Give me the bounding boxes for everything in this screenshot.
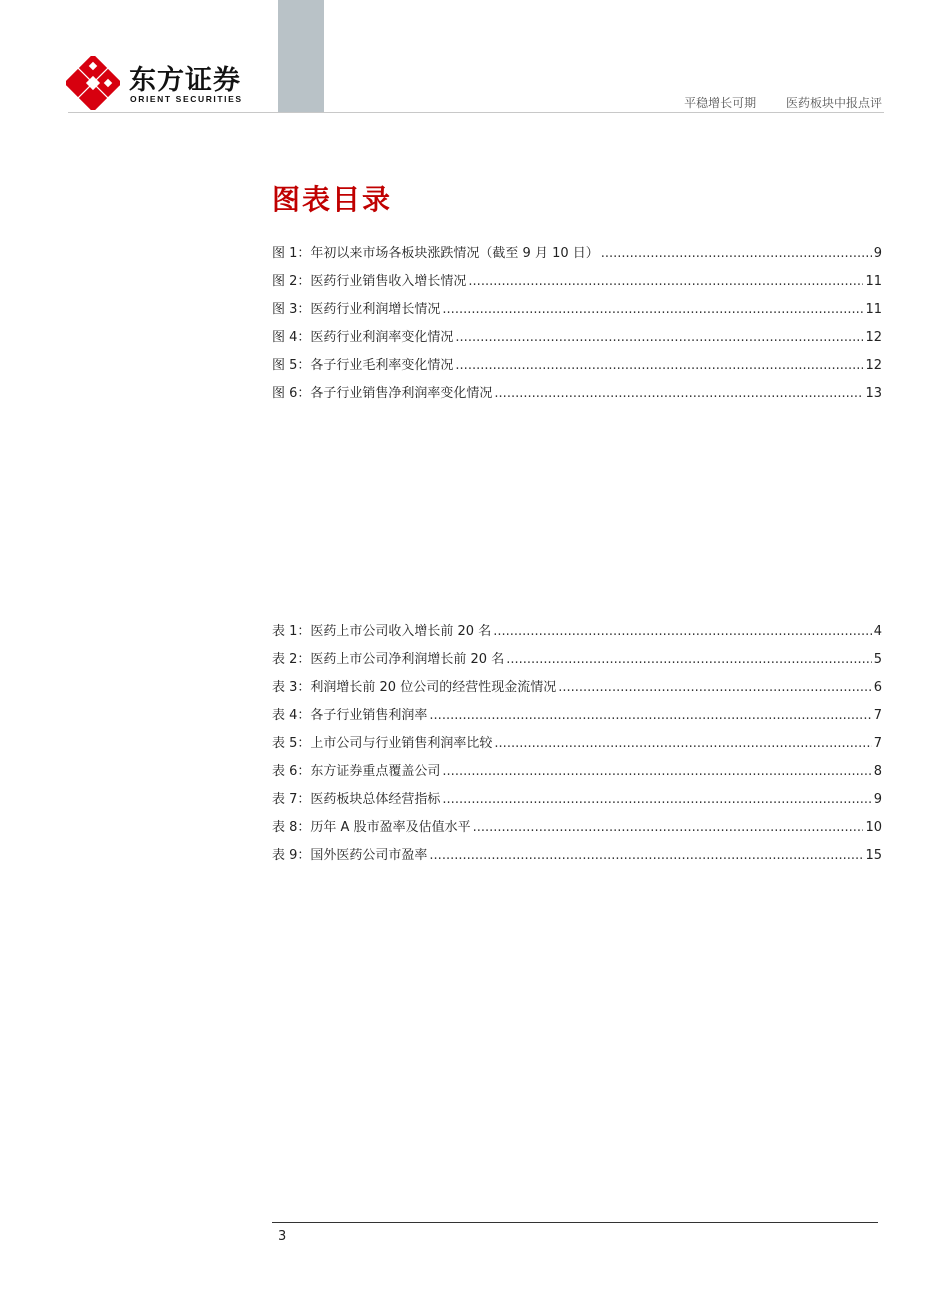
toc-entry-page: 11 xyxy=(865,274,882,289)
report-tags xyxy=(684,94,882,111)
toc-leader-dots xyxy=(429,708,871,723)
toc-table-entry[interactable] xyxy=(272,620,882,648)
toc-entry-label: 图 1： xyxy=(272,246,311,261)
toc-leader-dots xyxy=(506,652,872,667)
toc-entry-label: 图 3： xyxy=(272,302,311,317)
toc-entry-label: 表 8： xyxy=(272,820,311,835)
toc-entry-label: 表 7： xyxy=(272,792,311,807)
toc-table-entry[interactable] xyxy=(272,844,882,872)
toc-entry-title: 各子行业毛利率变化情况 xyxy=(310,358,454,373)
toc-figure-entry[interactable] xyxy=(272,242,882,270)
company-logo xyxy=(66,56,266,112)
logo-english-name: ORIENT SECURITIES xyxy=(130,94,243,104)
logo-chinese-name: 东方证券 xyxy=(129,65,241,96)
toc-entry-title: 医药行业利润率变化情况 xyxy=(310,330,454,345)
toc-entry-title: 利润增长前 20 位公司的经营性现金流情况 xyxy=(310,680,557,695)
toc-leader-dots xyxy=(468,274,863,289)
header-divider xyxy=(68,112,884,113)
toc-figure-entry[interactable] xyxy=(272,298,882,326)
toc-entry-label: 图 4： xyxy=(272,330,311,345)
footer-divider xyxy=(272,1222,878,1223)
toc-entry-label: 表 3： xyxy=(272,680,311,695)
toc-entry-page: 8 xyxy=(873,764,882,779)
orient-logo-icon xyxy=(66,56,120,110)
toc-leader-dots xyxy=(473,820,864,835)
toc-table-entry[interactable] xyxy=(272,732,882,760)
toc-entry-label: 表 9： xyxy=(272,848,311,863)
toc-entry-label: 表 1： xyxy=(272,624,311,639)
toc-figure-entry[interactable] xyxy=(272,326,882,354)
toc-leader-dots xyxy=(442,792,871,807)
toc-leader-dots xyxy=(442,764,871,779)
page-number: 3 xyxy=(278,1229,287,1244)
toc-entry-page: 13 xyxy=(865,386,882,401)
table-list xyxy=(272,620,882,872)
toc-entry-title: 上市公司与行业销售利润率比较 xyxy=(310,736,493,751)
toc-leader-dots xyxy=(558,680,872,695)
header-accent-bar xyxy=(278,0,324,113)
toc-entry-page: 7 xyxy=(873,736,882,751)
toc-leader-dots xyxy=(494,736,871,751)
toc-entry-title: 医药上市公司净利润增长前 20 名 xyxy=(310,652,505,667)
toc-leader-dots xyxy=(493,624,872,639)
toc-table-entry[interactable] xyxy=(272,648,882,676)
toc-entry-title: 各子行业销售利润率 xyxy=(310,708,428,723)
toc-table-entry[interactable] xyxy=(272,676,882,704)
toc-figure-entry[interactable] xyxy=(272,270,882,298)
toc-entry-page: 9 xyxy=(873,792,882,807)
toc-entry-page: 12 xyxy=(865,358,882,373)
toc-entry-page: 11 xyxy=(865,302,882,317)
toc-entry-label: 表 2： xyxy=(272,652,311,667)
toc-entry-page: 15 xyxy=(865,848,882,863)
toc-entry-label: 表 5： xyxy=(272,736,311,751)
toc-entry-page: 10 xyxy=(865,820,882,835)
toc-entry-page: 4 xyxy=(873,624,882,639)
toc-leader-dots xyxy=(442,302,863,317)
toc-entry-label: 图 2： xyxy=(272,274,311,289)
toc-entry-page: 9 xyxy=(873,246,882,261)
toc-leader-dots xyxy=(455,358,863,373)
toc-leader-dots xyxy=(455,330,863,345)
toc-leader-dots xyxy=(601,246,872,261)
toc-entry-title: 医药行业销售收入增长情况 xyxy=(310,274,467,289)
toc-table-entry[interactable] xyxy=(272,788,882,816)
toc-entry-title: 各子行业销售净利润率变化情况 xyxy=(310,386,493,401)
toc-table-entry[interactable] xyxy=(272,704,882,732)
toc-leader-dots xyxy=(494,386,863,401)
toc-entry-title: 医药上市公司收入增长前 20 名 xyxy=(310,624,492,639)
toc-leader-dots xyxy=(429,848,863,863)
toc-title: 图表目录 xyxy=(272,183,393,216)
toc-entry-label: 表 6： xyxy=(272,764,311,779)
toc-entry-label: 图 6： xyxy=(272,386,311,401)
toc-figure-entry[interactable] xyxy=(272,354,882,382)
toc-entry-page: 12 xyxy=(865,330,882,345)
toc-entry-page: 5 xyxy=(873,652,882,667)
toc-entry-title: 东方证券重点覆盖公司 xyxy=(310,764,441,779)
toc-table-entry[interactable] xyxy=(272,760,882,788)
toc-entry-title: 国外医药公司市盈率 xyxy=(310,848,428,863)
toc-entry-label: 图 5： xyxy=(272,358,311,373)
report-tag-theme: 平稳增长可期 xyxy=(684,96,757,110)
toc-entry-page: 7 xyxy=(873,708,882,723)
toc-figure-entry[interactable] xyxy=(272,382,882,410)
figure-list xyxy=(272,242,882,410)
report-tag-type: 医药板块中报点评 xyxy=(785,96,882,110)
toc-entry-label: 表 4： xyxy=(272,708,311,723)
toc-entry-page: 6 xyxy=(873,680,882,695)
toc-table-entry[interactable] xyxy=(272,816,882,844)
toc-entry-title: 年初以来市场各板块涨跌情况（截至 9 月 10 日） xyxy=(310,246,599,261)
toc-entry-title: 医药板块总体经营指标 xyxy=(310,792,441,807)
toc-entry-title: 医药行业利润增长情况 xyxy=(310,302,441,317)
toc-entry-title: 历年 A 股市盈率及估值水平 xyxy=(310,820,471,835)
